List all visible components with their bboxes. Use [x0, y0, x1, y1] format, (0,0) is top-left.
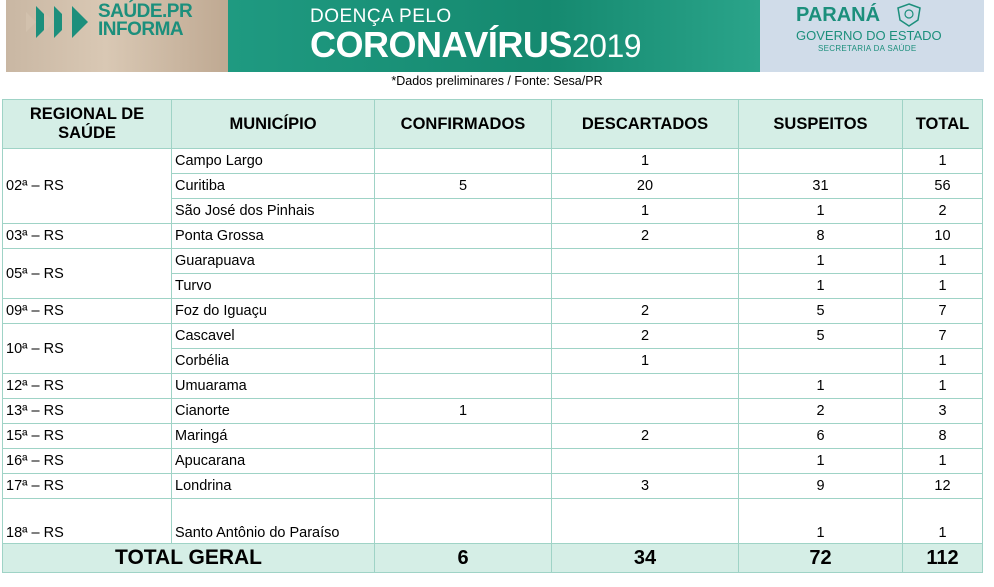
total-cell: 8	[903, 424, 983, 449]
total-cell: 2	[903, 199, 983, 224]
regional-cell: 10ª – RS	[3, 324, 172, 374]
suspeitos-cell: 9	[739, 474, 903, 499]
header-suspeitos: SUSPEITOS	[739, 100, 903, 149]
suspeitos-cell: 8	[739, 224, 903, 249]
total-cell: 7	[903, 299, 983, 324]
confirmados-cell: 1	[375, 399, 552, 424]
suspeitos-cell: 2	[739, 399, 903, 424]
regional-cell: 02ª – RS	[3, 149, 172, 224]
municipio-cell: Londrina	[172, 474, 375, 499]
municipio-cell: Ponta Grossa	[172, 224, 375, 249]
suspeitos-cell: 6	[739, 424, 903, 449]
logo-governo-do-estado: GOVERNO DO ESTADO	[796, 28, 942, 43]
logo-text-informa: INFORMA	[98, 19, 184, 40]
title-doenca-pelo: DOENÇA PELO	[310, 6, 452, 27]
descartados-cell	[552, 249, 739, 274]
descartados-cell: 20	[552, 174, 739, 199]
descartados-cell	[552, 499, 739, 544]
suspeitos-cell: 1	[739, 249, 903, 274]
confirmados-cell: 5	[375, 174, 552, 199]
total-geral-row	[3, 544, 983, 573]
confirmados-cell	[375, 349, 552, 374]
descartados-cell: 2	[552, 324, 739, 349]
state-crest-icon	[894, 2, 924, 28]
total-cell: 12	[903, 474, 983, 499]
suspeitos-cell: 1	[739, 199, 903, 224]
total-geral-label: TOTAL GERAL	[3, 544, 375, 573]
parana-government-logo	[760, 0, 984, 72]
title-coronavirus	[310, 24, 641, 66]
suspeitos-cell: 1	[739, 499, 903, 544]
total-confirmados: 6	[375, 544, 552, 573]
suspeitos-cell: 31	[739, 174, 903, 199]
chevron-right-icon	[72, 6, 88, 38]
municipio-cell: Cascavel	[172, 324, 375, 349]
regional-cell: 03ª – RS	[3, 224, 172, 249]
total-cell: 56	[903, 174, 983, 199]
header-regional: REGIONAL DE SAÚDE	[3, 100, 172, 149]
header-total: TOTAL	[903, 100, 983, 149]
header-municipio: MUNICÍPIO	[172, 100, 375, 149]
descartados-cell: 2	[552, 299, 739, 324]
confirmados-cell	[375, 274, 552, 299]
descartados-cell: 2	[552, 224, 739, 249]
total-cell: 1	[903, 499, 983, 544]
regional-cell: 17ª – RS	[3, 474, 172, 499]
logo-parana: PARANÁ	[796, 4, 881, 26]
table-row	[3, 449, 983, 474]
confirmados-cell	[375, 499, 552, 544]
table-row	[3, 499, 983, 544]
municipio-cell: Umuarama	[172, 374, 375, 399]
regional-cell: 12ª – RS	[3, 374, 172, 399]
regional-cell: 09ª – RS	[3, 299, 172, 324]
total-cell: 1	[903, 349, 983, 374]
descartados-cell: 1	[552, 199, 739, 224]
descartados-cell	[552, 274, 739, 299]
confirmados-cell	[375, 299, 552, 324]
suspeitos-cell: 5	[739, 324, 903, 349]
table-row	[3, 299, 983, 324]
confirmados-cell	[375, 449, 552, 474]
confirmados-cell	[375, 249, 552, 274]
logo-text-saude: SAÚDE.PR	[98, 1, 193, 22]
confirmados-cell	[375, 424, 552, 449]
descartados-cell	[552, 374, 739, 399]
municipio-cell: Corbélia	[172, 349, 375, 374]
confirmados-cell	[375, 199, 552, 224]
total-cell: 1	[903, 149, 983, 174]
logo-secretaria-da-saude: SECRETARIA DA SAÚDE	[818, 44, 917, 53]
total-cell: 1	[903, 449, 983, 474]
confirmados-cell	[375, 149, 552, 174]
total-descartados: 34	[552, 544, 739, 573]
confirmados-cell	[375, 374, 552, 399]
descartados-cell: 2	[552, 424, 739, 449]
header-confirmados: CONFIRMADOS	[375, 100, 552, 149]
confirmados-cell	[375, 324, 552, 349]
suspeitos-cell	[739, 149, 903, 174]
header-banner	[0, 0, 994, 72]
covid-cases-table	[2, 99, 983, 573]
confirmados-cell	[375, 224, 552, 249]
table-row	[3, 324, 983, 349]
municipio-cell: Cianorte	[172, 399, 375, 424]
municipio-cell: Foz do Iguaçu	[172, 299, 375, 324]
descartados-cell: 1	[552, 149, 739, 174]
descartados-cell: 3	[552, 474, 739, 499]
table-row	[3, 149, 983, 174]
regional-cell: 16ª – RS	[3, 449, 172, 474]
total-cell: 1	[903, 249, 983, 274]
data-source-note: *Dados preliminares / Fonte: Sesa/PR	[391, 74, 603, 88]
table-row	[3, 399, 983, 424]
table-row	[3, 249, 983, 274]
municipio-cell: Turvo	[172, 274, 375, 299]
municipio-cell: Curitiba	[172, 174, 375, 199]
total-cell: 1	[903, 274, 983, 299]
municipio-cell: Santo Antônio do Paraíso	[172, 499, 375, 544]
total-total: 112	[903, 544, 983, 573]
table-row	[3, 374, 983, 399]
suspeitos-cell: 1	[739, 449, 903, 474]
title-coronavirus-word: CORONAVÍRUS	[310, 24, 572, 65]
municipio-cell: São José dos Pinhais	[172, 199, 375, 224]
descartados-cell: 1	[552, 349, 739, 374]
title-year: 2019	[571, 28, 642, 64]
suspeitos-cell	[739, 349, 903, 374]
regional-cell: 05ª – RS	[3, 249, 172, 299]
header-descartados: DESCARTADOS	[552, 100, 739, 149]
descartados-cell	[552, 399, 739, 424]
municipio-cell: Campo Largo	[172, 149, 375, 174]
municipio-cell: Maringá	[172, 424, 375, 449]
suspeitos-cell: 5	[739, 299, 903, 324]
regional-cell: 18ª – RS	[3, 499, 172, 544]
total-cell: 3	[903, 399, 983, 424]
table-row	[3, 474, 983, 499]
total-cell: 7	[903, 324, 983, 349]
suspeitos-cell: 1	[739, 374, 903, 399]
regional-cell: 15ª – RS	[3, 424, 172, 449]
coronavirus-title-block	[228, 0, 760, 72]
municipio-cell: Apucarana	[172, 449, 375, 474]
descartados-cell	[552, 449, 739, 474]
regional-cell: 13ª – RS	[3, 399, 172, 424]
saude-pr-informa-logo	[6, 0, 228, 72]
total-cell: 1	[903, 374, 983, 399]
table-row	[3, 424, 983, 449]
table-header-row	[3, 100, 983, 149]
table-row	[3, 224, 983, 249]
total-cell: 10	[903, 224, 983, 249]
total-suspeitos: 72	[739, 544, 903, 573]
municipio-cell: Guarapuava	[172, 249, 375, 274]
suspeitos-cell: 1	[739, 274, 903, 299]
confirmados-cell	[375, 474, 552, 499]
